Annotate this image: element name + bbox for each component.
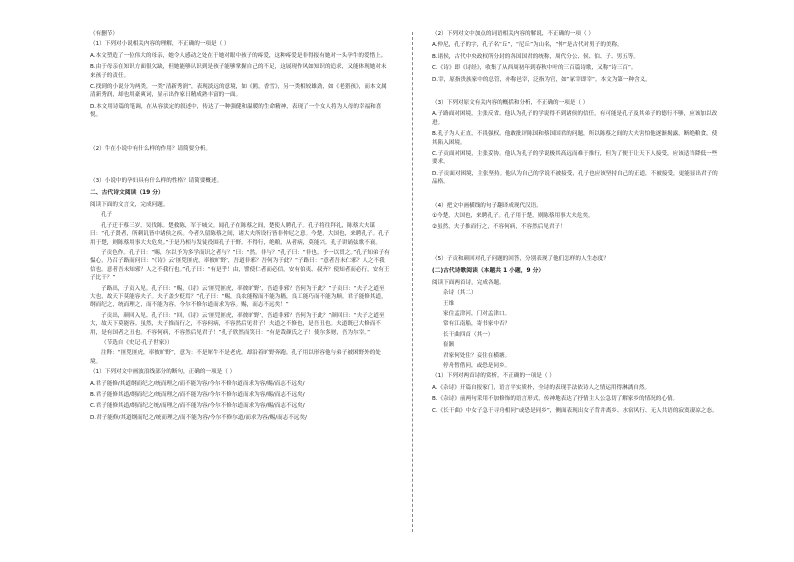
question-1-option-b: B.由于母亲在知识方面很欠缺，但她能够认识到是孩子能够掌握自己的不足，这展现作风如知识的追求，又能体现她对未来孩子的责任。 [90, 64, 387, 79]
question-1-stem: （1）下列对小说相关内容的理解，不正确的一项是（ ） [90, 41, 230, 48]
passage-intro: 阅读下面的文言文，完成问题。 [90, 201, 169, 208]
question-6-stem: （3）下列对原文有关内容的概括和分析，不正确的一项是（ ） [432, 100, 589, 107]
question-3: （3）小说中的孕妇具有什么样的性格？请简要概述。 [90, 178, 223, 185]
question-1-option-d: D.本文用诗篇的笔调，在从容淡定的叙述中，传达了一种强健和温暖的生命精神，表现了一个女人将为人母的幸福和喜悦。 [90, 103, 382, 119]
story-note: （有删节） [90, 31, 118, 37]
question-7-item-1: ①今楚，大国也，来聘孔子。孔子用于楚，则陈蔡用事大夫危矣。 [432, 213, 594, 220]
question-5-option-b: B.诸侯，古代中央政权所分封的各国国君的统称，周代分公、侯、伯、子、男五等。 [432, 53, 639, 60]
question-9-option-a: A.《杂诗》开篇自报家门，语言平实质朴，全诗的表现手法依诗人之情运用得淋漓自然。 [432, 384, 651, 391]
column-divider [412, 32, 413, 532]
passage-paragraph-4: 子贡出，颜回入见。孔子曰：“回，《诗》云‘匪兕匪虎，率彼旷野’，吾道非邪？吾何为于此？”颜回曰：“夫子之道至大，故天下莫能容。虽然，夫子推而行之，不容何病，不容然后见君子！夫道之不修也，是吾丑也。夫道既已大修而不用，是有国者之丑也。不容何病，不容然后见君子！”孔子欣然而笑曰：“有是哉颜氏之子！使尔多财，吾为尔宰。” [90, 312, 385, 336]
question-4-stem: （1）下列对文中画波浪线部分的断句，正确的一项是（ ） [90, 369, 236, 376]
passage-source: （节选自《史记·孔子世家》） [101, 339, 173, 346]
question-1-option-a: A.本文塑造了一位伟大的母亲，她令人感动之处在于她对眼中孩子的疼爱，这种疼爱是非得报有她对一头孕牛的爱惜上。 [90, 52, 387, 59]
question-9-stem: （1）下列对两首诗的赏析，不正确的一项是（ ） [432, 373, 555, 380]
poem-2-title: 长干曲四首（其一） [443, 331, 494, 338]
question-8: （5）子贡和颜回对孔子问题的回答，分别表现了他们怎样的人生态度？ [432, 255, 609, 262]
question-6-option-d: D.子贡面对困境，主张坚持。他认为自己的学说不被接受，孔子也应该坚持自己的正道，不被接受，更能显出君子的品格。 [432, 170, 718, 186]
section-3-heading: (二)古代诗歌阅读（本题共 1 小题，9 分） [432, 268, 545, 275]
question-5-stem: （2）下列对文中加点的词语相关内容的解说，不正确的一项（ ） [432, 31, 594, 37]
passage-paragraph-3: 子路出，子贡入见。孔子曰：“赐，《诗》云‘匪兕匪虎，率彼旷野’，吾道非邪？吾何为于此？”子贡曰：“夫子之道至大也，故天下莫能容夫子。夫子盖少贬焉？”孔子曰：“赐，良农能稼而不能为穑，良工能巧而不能为顺。君子能修其道，纲而纪之，统而理之，而不能为容。今尔不修尔道而求为容。赐，而志不远矣！” [90, 285, 387, 309]
question-1-option-c: C.找到的小说分为两类，一类“清新秀润”，表现淡远的意境，如《鸥，香雪》，另一类相较雄劲，如《老猎孩》，而本文属清新秀润，却也用豪爽词，显示出作家日精成熟丰富的一面。 [90, 84, 387, 99]
question-6-option-a: A.子路面对困境，主张反省。他认为孔子的学说得不到诸侯的信任，有可能是孔子及其弟子的德行不够，应该加以改进。 [432, 111, 718, 126]
left-column [90, 30, 390, 425]
passage-paragraph-2: 子贡色作。孔子曰：“赐，尔以予为多学而识之者与？”曰：“然。非与？”孔子曰：“非也。予一以贯之。”孔子知弟子有愠心，乃召子路而问曰：“《诗》云‘匪兕匪虎，率彼旷野’，吾道非邪？吾何为于此？”子路曰：“意者吾未仁邪？人之不我信也。意者吾未知邪？人之不我行也。”孔子曰：“有是乎！由，譬使仁者而必信，安有伯夷、叔齐？使知者而必行，安有王子比干？” [90, 249, 390, 282]
question-2: （2）牛在小说中有什么样的作用？请简要分析。 [90, 145, 212, 152]
poem-2-line-1: 君家何处住？妾住在横塘。 [443, 352, 511, 359]
question-4-option-c: C.君子能修其道/纲而纪之统/而理之/而不能为容/今尔不修尔道而求为容/赐/而志不远矣/ [90, 403, 305, 410]
poem-1-title: 杂诗（其二） [443, 290, 477, 297]
poem-2-line-2: 停舟暂借问，或恐是同乡。 [443, 362, 511, 369]
question-4-option-a: A.君子能修/其道纲而纪之/统而理之/而不能为容/今尔不修尔道而求为容/赐/而志不远矣/ [90, 380, 305, 387]
question-5-option-c: C.《诗》即《诗经》，收集了从西周初年到春秋中叶的三百篇诗歌，又称“诗三百”。 [432, 65, 637, 72]
passage-paragraph-1: 孔子迁于蔡三岁，吴伐陈。楚救陈，军于城父。闻孔子在陈蔡之间，楚使人聘孔子。孔子将往拜礼，陈蔡大夫谋曰：“孔子贤者，所刺讥皆中诸侯之疾。今者久留陈蔡之间，诸大夫所设行皆非仲尼之意。今楚，大国也，来聘孔子。孔子用于楚，则陈蔡用事大夫危矣。”于是乃相与发徒役围孔子于野。不得行，绝粮，从者病，莫能兴。孔子讲诵弦歌不衰。 [90, 222, 390, 246]
question-4-option-b: B.君子能修其道/纲而纪之/统而理之/而不能为容/今尔不修尔道而求为容/赐/而志不远矣/ [90, 392, 305, 398]
question-5-option-d: D.宰，原指贵族家中的总管，亦称邑宰，泛指为官，如“冢宰即宰”。本文为第一种含义。 [432, 76, 651, 83]
question-5-option-a: A.仲尼，孔子的字，孔子名“丘”，“尼丘”为山名，“仲”是古代对男子的美称。 [432, 42, 623, 49]
question-6-option-c: C.子贡面对困境，主张妥协。他认为孔子的学说极其高远而难于推行，但为了便于让天下人接受，应该适当降低一些要求。 [432, 151, 718, 166]
poem-1-author: 王维 [443, 300, 455, 307]
passage-annotation: 注释：“匪兕匪虎，率彼旷野”，意为：不是犀牛不是老虎，却沿着旷野奔跑。孔子用以形容他与弟子被困野外的处境。 [90, 350, 381, 365]
question-7-item-2: ②虽然，夫子推而行之，不容何病，不容然后见君子！ [432, 223, 566, 230]
passage-title: 孔子 [101, 212, 113, 219]
question-6-option-b: B.孔子为人正直，不畏强权。他敢批评陈国和蔡国国君的问题，所以陈蔡之间的大夫害怕他逐渐揭露，断绝粮食，使其陷入困境。 [432, 131, 718, 146]
question-7-stem: （4）把文中画横线的句子翻译成现代汉语。 [432, 202, 542, 209]
question-9-option-c: C.《长干曲》中女子急于寻舟相问“或恐是同乡”，侧面表现出女子背井离乡、水宿风行、无人共语的寂寞凄凉之态。 [432, 407, 718, 414]
poem-intro: 阅读下面两首诗，完成各题。 [432, 279, 505, 286]
poem-1-line-2: 常有江南船，寄书家中否？ [443, 321, 511, 328]
poem-1-line-1: 家住孟津河，门对孟津口。 [443, 310, 511, 317]
section-2-heading: 二、古代诗文阅读（19 分） [90, 190, 164, 197]
right-column [432, 30, 718, 418]
question-9-option-b: B.《杂诗》前两句采用不加修饰的语言形式，传神地表达了抒情主人公急切了解家乡的情况的心情。 [432, 396, 679, 403]
poem-2-author: 崔颢 [443, 342, 455, 349]
question-4-option-d: D.君子能修/其道纲而纪之/统而理之/而不能为容/今尔不修尔道/而求为容/赐/而志不远矣/ [90, 414, 307, 421]
